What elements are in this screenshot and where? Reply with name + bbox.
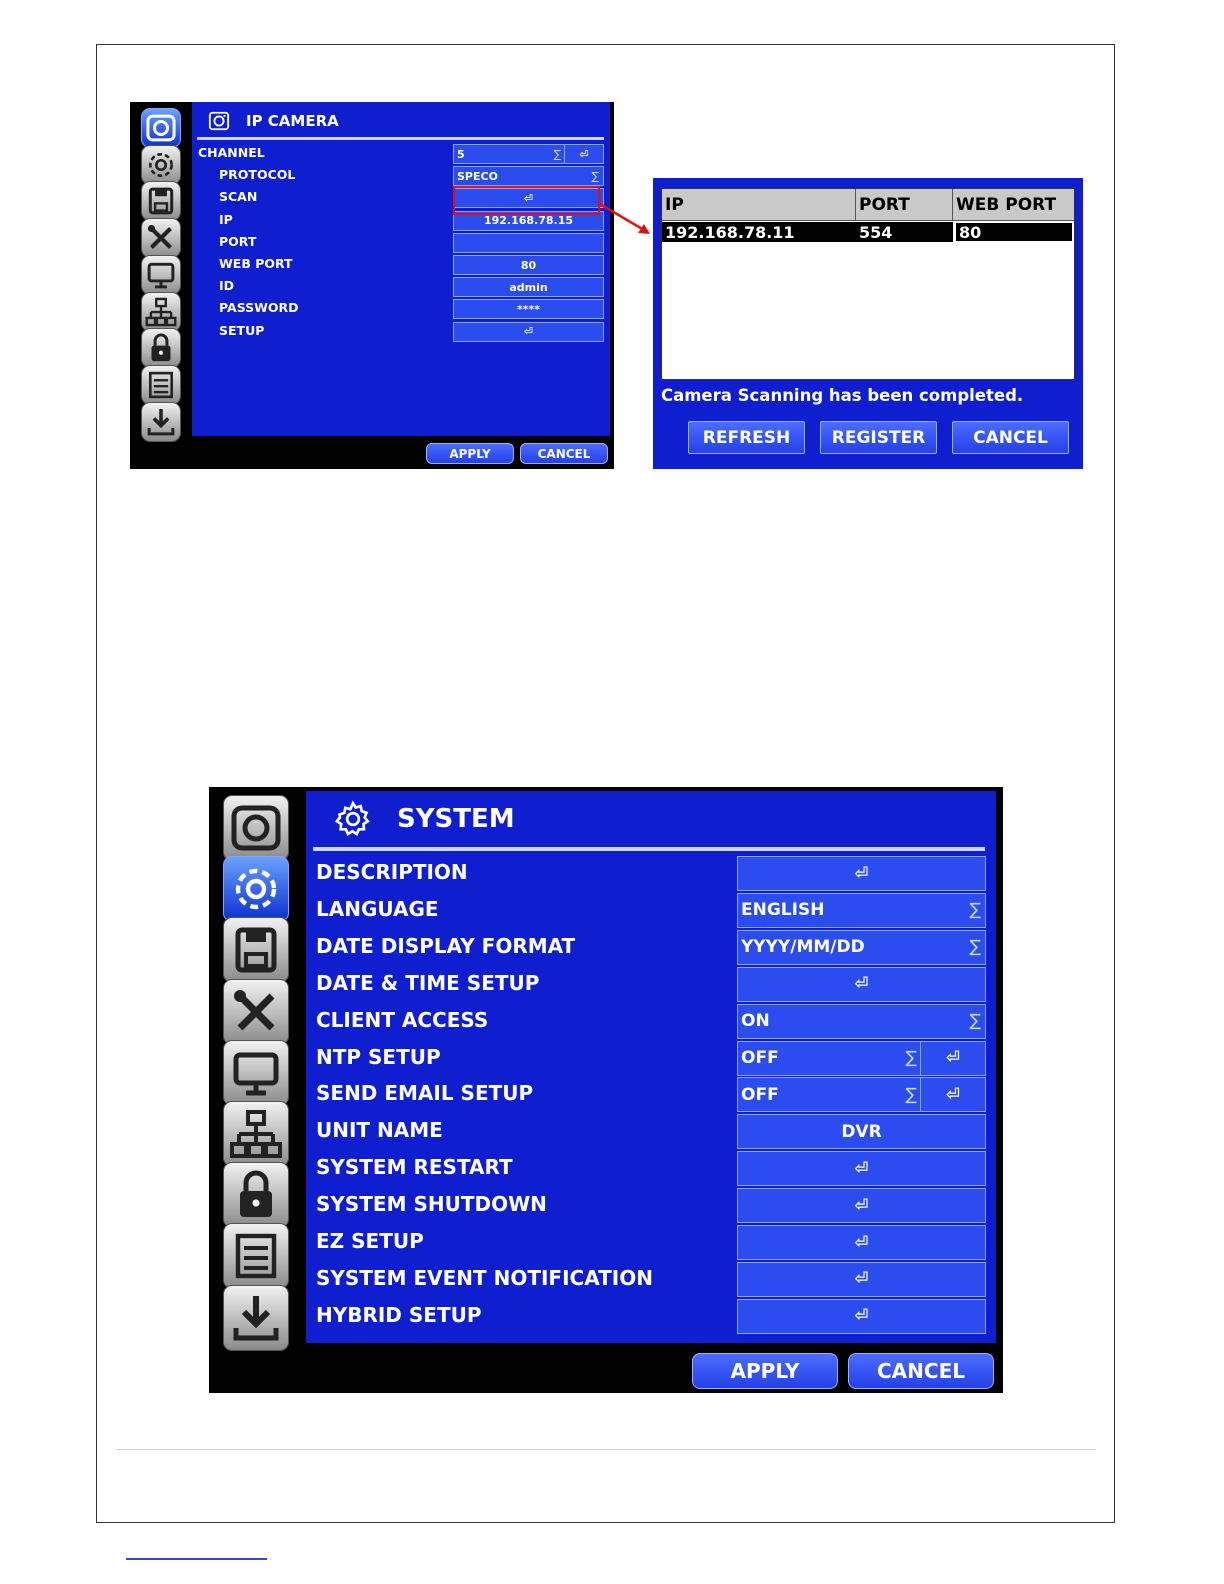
field-id[interactable] xyxy=(453,277,604,297)
label-language: LANGUAGE xyxy=(316,896,439,921)
floppy-disk-icon[interactable] xyxy=(141,181,181,221)
label-hybrid-setup: HYBRID SETUP xyxy=(316,1302,482,1327)
label-date-display-format: DATE DISPLAY FORMAT xyxy=(316,933,576,958)
lock-icon[interactable] xyxy=(141,328,181,368)
monitor-icon[interactable] xyxy=(141,255,181,295)
field-port[interactable] xyxy=(453,233,604,253)
dropdown-icon[interactable]: ∑ xyxy=(969,900,981,921)
scan-highlight-box xyxy=(453,186,600,215)
field-system-event-notification[interactable] xyxy=(737,1262,986,1297)
title-divider xyxy=(313,847,985,851)
label-protocol: PROTOCOL xyxy=(219,167,296,183)
apply-button[interactable]: APPLY xyxy=(426,443,514,464)
label-password: PASSWORD xyxy=(219,300,299,316)
cell-web-port[interactable]: 80 xyxy=(955,222,1073,242)
header-port: PORT xyxy=(856,189,953,221)
label-client-access: CLIENT ACCESS xyxy=(316,1007,489,1032)
dropdown-icon[interactable]: ∑ xyxy=(905,1084,917,1105)
cell-port[interactable]: 554 xyxy=(856,222,953,242)
field-system-shutdown[interactable] xyxy=(737,1188,986,1223)
floppy-disk-icon[interactable] xyxy=(223,917,289,983)
gear-icon[interactable] xyxy=(223,856,289,922)
scan-status-text: Camera Scanning has been completed. xyxy=(661,386,1024,405)
field-setup[interactable] xyxy=(453,322,604,342)
download-icon[interactable] xyxy=(141,402,181,442)
field-protocol[interactable] xyxy=(453,166,604,186)
value-ntp-setup: OFF xyxy=(741,1048,779,1068)
label-system-shutdown: SYSTEM SHUTDOWN xyxy=(316,1192,547,1217)
enter-icon[interactable]: ⏎ xyxy=(945,1084,961,1105)
value-scan: ⏎ xyxy=(523,191,534,205)
ip-camera-header xyxy=(208,110,339,132)
gear-icon[interactable] xyxy=(141,145,181,185)
enter-icon[interactable]: ⏎ xyxy=(945,1048,961,1068)
dropdown-icon[interactable]: ∑ xyxy=(553,147,561,161)
title-divider xyxy=(197,137,604,140)
dropdown-icon[interactable]: ∑ xyxy=(905,1048,917,1068)
camera-icon xyxy=(208,110,230,132)
list-icon[interactable] xyxy=(141,365,181,405)
field-system-restart[interactable] xyxy=(737,1151,986,1186)
label-unit-name: UNIT NAME xyxy=(316,1118,443,1143)
register-button[interactable]: REGISTER xyxy=(820,421,937,454)
value-date-display-format: YYYY/MM/DD xyxy=(741,937,865,958)
pointer-arrow-icon xyxy=(598,200,658,240)
field-channel[interactable] xyxy=(453,144,604,164)
tools-icon[interactable] xyxy=(141,218,181,258)
field-unit-name[interactable] xyxy=(737,1114,986,1149)
enter-icon[interactable]: ⏎ xyxy=(579,147,589,161)
lock-icon[interactable] xyxy=(223,1162,289,1228)
page-title: IP CAMERA xyxy=(246,112,339,130)
value-client-access: ON xyxy=(741,1011,770,1032)
value-description: ⏎ xyxy=(854,863,869,884)
cell-ip[interactable]: 192.168.78.11 xyxy=(662,222,856,242)
field-language[interactable] xyxy=(737,893,986,928)
label-ip: IP xyxy=(219,211,233,227)
field-hybrid-setup[interactable] xyxy=(737,1299,986,1334)
value-protocol: SPECO xyxy=(457,169,498,183)
field-ntp-setup[interactable] xyxy=(737,1041,986,1076)
value-system-event-notification: ⏎ xyxy=(854,1269,869,1290)
label-ntp-setup: NTP SETUP xyxy=(316,1044,441,1069)
label-web-port: WEB PORT xyxy=(219,256,293,271)
header-web-port: WEB PORT xyxy=(953,189,1074,221)
dropdown-icon[interactable]: ∑ xyxy=(969,937,981,958)
value-send-email-setup: OFF xyxy=(741,1084,779,1105)
cancel-button[interactable]: CANCEL xyxy=(520,443,608,464)
field-web-port[interactable] xyxy=(453,255,604,275)
value-web-port: 80 xyxy=(520,258,537,272)
dropdown-icon[interactable]: ∑ xyxy=(969,1011,981,1032)
refresh-button[interactable]: REFRESH xyxy=(688,421,805,454)
label-id: ID xyxy=(219,278,235,294)
download-icon[interactable] xyxy=(223,1285,289,1351)
label-system-restart: SYSTEM RESTART xyxy=(316,1155,513,1180)
gear-icon xyxy=(333,799,373,839)
field-date-and-time-setup[interactable] xyxy=(737,967,986,1002)
value-ip: 192.168.78.15 xyxy=(483,214,574,228)
value-hybrid-setup: ⏎ xyxy=(854,1306,869,1327)
camera-icon[interactable] xyxy=(141,108,181,148)
value-setup: ⏎ xyxy=(523,325,534,339)
field-password[interactable] xyxy=(453,299,604,319)
apply-button[interactable]: APPLY xyxy=(692,1353,838,1389)
value-channel: 5 xyxy=(457,147,465,161)
field-ez-setup[interactable] xyxy=(737,1225,986,1260)
value-system-shutdown: ⏎ xyxy=(854,1195,869,1216)
label-port: PORT xyxy=(219,233,257,249)
label-send-email-setup: SEND EMAIL SETUP xyxy=(316,1081,534,1106)
label-description: DESCRIPTION xyxy=(316,860,468,884)
value-system-restart: ⏎ xyxy=(854,1158,869,1179)
network-icon[interactable] xyxy=(223,1101,289,1167)
monitor-icon[interactable] xyxy=(223,1040,289,1106)
dropdown-icon[interactable]: ∑ xyxy=(591,169,599,183)
field-date-display-format[interactable] xyxy=(737,930,986,965)
label-ez-setup: EZ SETUP xyxy=(316,1229,424,1253)
value-date-and-time-setup: ⏎ xyxy=(854,974,869,995)
field-send-email-setup[interactable] xyxy=(737,1077,986,1112)
field-description[interactable] xyxy=(737,856,986,891)
label-date-and-time-setup: DATE & TIME SETUP xyxy=(316,970,540,995)
scan-result-panel xyxy=(653,178,1083,469)
header-ip: IP xyxy=(662,189,856,221)
value-ez-setup: ⏎ xyxy=(854,1232,869,1253)
scan-result-table xyxy=(661,188,1075,380)
label-scan: SCAN xyxy=(219,189,258,205)
label-channel: CHANNEL xyxy=(198,145,265,160)
label-setup: SETUP xyxy=(219,322,265,338)
tools-icon[interactable] xyxy=(223,979,289,1045)
label-system-event-notification: SYSTEM EVENT NOTIFICATION xyxy=(316,1265,653,1290)
system-header xyxy=(333,799,515,839)
system-panel xyxy=(209,787,1003,1393)
footer-divider xyxy=(116,1449,1096,1450)
value-password: **** xyxy=(516,302,540,316)
network-icon[interactable] xyxy=(141,292,181,332)
list-icon[interactable] xyxy=(223,1223,289,1289)
value-id: admin xyxy=(509,280,548,294)
value-language: ENGLISH xyxy=(741,900,825,921)
ip-camera-panel xyxy=(130,102,614,469)
scan-cancel-button[interactable]: CANCEL xyxy=(952,421,1069,454)
footer-link-underline xyxy=(126,1558,267,1560)
value-unit-name: DVR xyxy=(841,1121,882,1142)
cancel-button[interactable]: CANCEL xyxy=(848,1353,994,1389)
camera-icon[interactable] xyxy=(223,795,289,861)
field-client-access[interactable] xyxy=(737,1004,986,1039)
page-title: SYSTEM xyxy=(397,804,515,834)
